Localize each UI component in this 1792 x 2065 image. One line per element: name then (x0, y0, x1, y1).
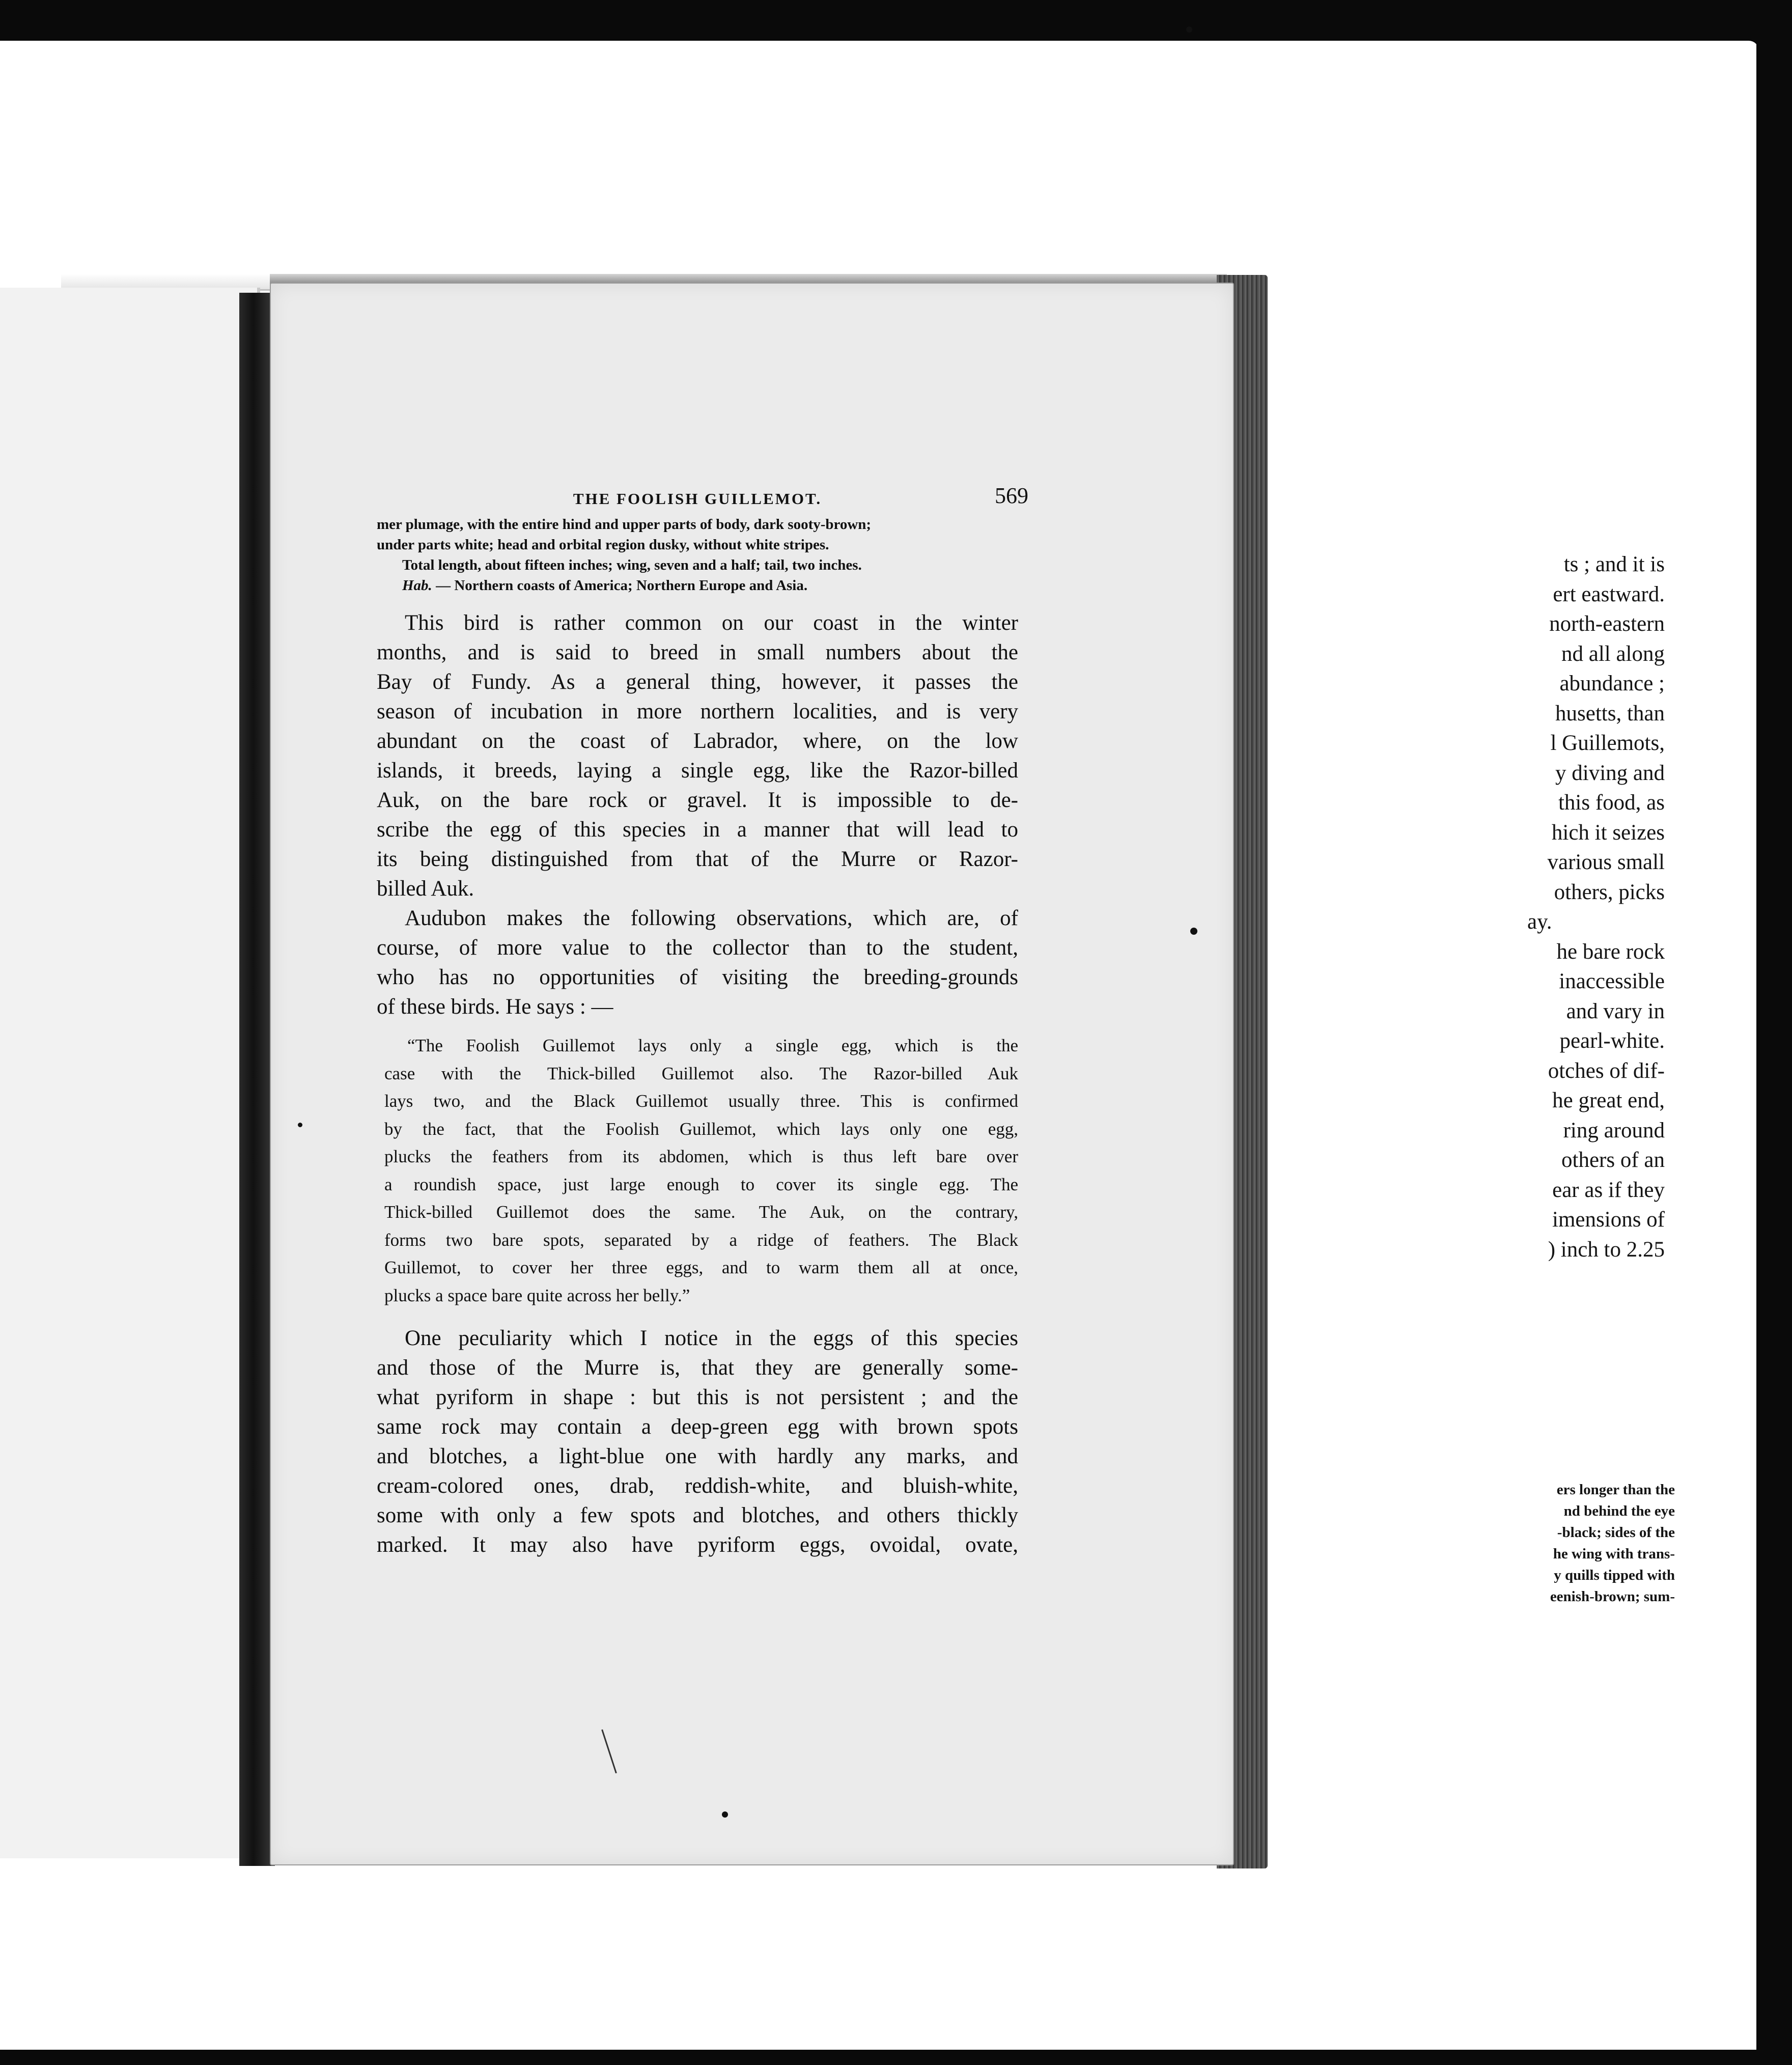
text-line: season of incubation in more northern localities, and is very (377, 700, 1018, 723)
note-line: under parts white; head and orbital region dusky, without white stripes. (377, 537, 829, 553)
text-line: scribe the egg of this species in a manner that will lead to (377, 818, 1018, 842)
quote-line: case with the Thick-billed Guillemot also. The Razor-billed Auk (384, 1063, 1018, 1083)
note-line: Total length, about fifteen inches; wing, seven and a half; tail, two inches. (402, 557, 862, 573)
text-line: ring around (1563, 1118, 1665, 1142)
text-line: ts ; and it is (1563, 552, 1665, 576)
text-line: pearl-white. (1559, 1029, 1665, 1053)
text-line: l Guillemots, (1550, 731, 1665, 755)
text-line: he great end, (1552, 1089, 1665, 1112)
habitat-text: — Northern coasts of America; Northern Europe and Asia. (432, 577, 808, 594)
text-line: months, and is said to breed in small numbers about the (377, 640, 1018, 664)
text-line: abundant on the coast of Labrador, where, on the low (377, 729, 1018, 753)
text-line: nd all along (1561, 641, 1665, 666)
text-line: ert eastward. (1553, 582, 1665, 606)
text-line: ay. (1527, 910, 1552, 934)
text-line: some with only a few spots and blotches, and others thickly (377, 1503, 1018, 1527)
paragraph-1 (377, 608, 1018, 904)
paragraph-3 (377, 1324, 1018, 1560)
text-line: Audubon makes the following observations, which are, of (405, 906, 1018, 930)
text-line: who has no opportunities of visiting the breeding-grounds (377, 965, 1018, 989)
left-page-notes (1217, 1479, 1675, 1607)
note-line: ers longer than the (1556, 1482, 1675, 1498)
film-edge-bottom (0, 2050, 1792, 2065)
text-line: inaccessible (1559, 969, 1665, 993)
habitat-note (377, 575, 1018, 596)
film-edge-right (1756, 0, 1792, 2065)
text-line: cream-colored ones, drab, reddish-white, and bluish-white, (377, 1474, 1018, 1498)
text-line: its being distinguished from that of the Murre or Razor- (377, 847, 1018, 871)
text-line: this food, as (1558, 791, 1665, 815)
text-line: marked. It may also have pyriform eggs, ovoidal, ovate, (377, 1533, 1018, 1557)
text-line: husetts, than (1555, 701, 1665, 725)
quote-line: plucks the feathers from its abdomen, which is thus left bare over (384, 1147, 1018, 1166)
paragraph-2 (377, 904, 1018, 1022)
text-line: of these birds. He says : — (377, 995, 613, 1019)
text-line: and blotches, a light-blue one with hardly any marks, and (377, 1444, 1018, 1468)
quote-line: “The Foolish Guillemot lays only a single egg, which is the (407, 1036, 1018, 1055)
text-line: Auk, on the bare rock or gravel. It is impossible to de- (377, 788, 1018, 812)
text-line: billed Auk. (377, 877, 474, 901)
note-line: -black; sides of the (1557, 1524, 1675, 1541)
text-line: he bare rock (1556, 939, 1665, 964)
habitat-label: Hab. (402, 577, 432, 594)
text-line: y diving and (1555, 761, 1665, 785)
text-line: same rock may contain a deep-green egg with brown spots (377, 1415, 1018, 1439)
page-number: 569 (995, 483, 1028, 508)
text-line: others, picks (1554, 880, 1665, 904)
text-line: abundance ; (1559, 672, 1665, 695)
scan-speck (1186, 26, 1192, 33)
text-line: hich it seizes (1551, 820, 1665, 845)
note-line: he wing with trans- (1553, 1546, 1675, 1562)
note-line: nd behind the eye (1563, 1503, 1675, 1519)
quote-line: a roundish space, just large enough to cover its single egg. The (384, 1174, 1018, 1194)
quote-line: Thick-billed Guillemot does the same. The Auk, on the contrary, (384, 1202, 1018, 1222)
quote-line: lays two, and the Black Guillemot usually three. This is confirmed (384, 1091, 1018, 1111)
description-notes (377, 514, 1018, 596)
quote-line: plucks a space bare quite across her belly.” (384, 1285, 690, 1305)
text-line: and those of the Murre is, that they are generally some- (377, 1356, 1018, 1380)
text-line: ) inch to 2.25 (1548, 1237, 1665, 1262)
quote-line: Guillemot, to cover her three eggs, and to warm them all at once, (384, 1258, 1018, 1277)
running-head: THE FOOLISH GUILLEMOT. (573, 490, 822, 508)
quote-line: by the fact, that the Foolish Guillemot, which lays only one egg, (384, 1119, 1018, 1139)
text-line: One peculiarity which I notice in the eggs of this species (405, 1326, 1018, 1350)
text-line: This bird is rather common on our coast in the winter (405, 611, 1018, 635)
text-line: north-eastern (1549, 612, 1665, 636)
text-line: otches of dif- (1548, 1058, 1665, 1083)
text-line: various small (1547, 850, 1665, 874)
text-line: ear as if they (1552, 1178, 1665, 1202)
scan-speck (1190, 928, 1197, 935)
quote-line: forms two bare spots, separated by a ridge of feathers. The Black (384, 1230, 1018, 1250)
note-line: eenish-brown; sum- (1550, 1588, 1675, 1605)
audubon-quote (377, 1032, 1018, 1309)
text-line: islands, it breeds, laying a single egg, like the Razor-billed (377, 759, 1018, 783)
note-line: y quills tipped with (1554, 1567, 1675, 1583)
note-line: mer plumage, with the entire hind and upper parts of body, dark sooty-brown; (377, 516, 872, 533)
scan-speck (298, 1123, 302, 1127)
right-page-content (377, 479, 1028, 1560)
page-header (377, 479, 1028, 514)
text-line: and vary in (1566, 999, 1665, 1023)
text-line: Bay of Fundy. As a general thing, however, it passes the (377, 670, 1018, 694)
text-line: others of an (1561, 1148, 1665, 1172)
text-line: course, of more value to the collector than to the student, (377, 936, 1018, 960)
scan-speck (722, 1811, 728, 1818)
left-page (0, 288, 260, 1858)
text-line: what pyriform in shape : but this is not persistent ; and the (377, 1385, 1018, 1409)
text-line: imensions of (1552, 1208, 1665, 1232)
left-page-body (1207, 550, 1665, 1265)
